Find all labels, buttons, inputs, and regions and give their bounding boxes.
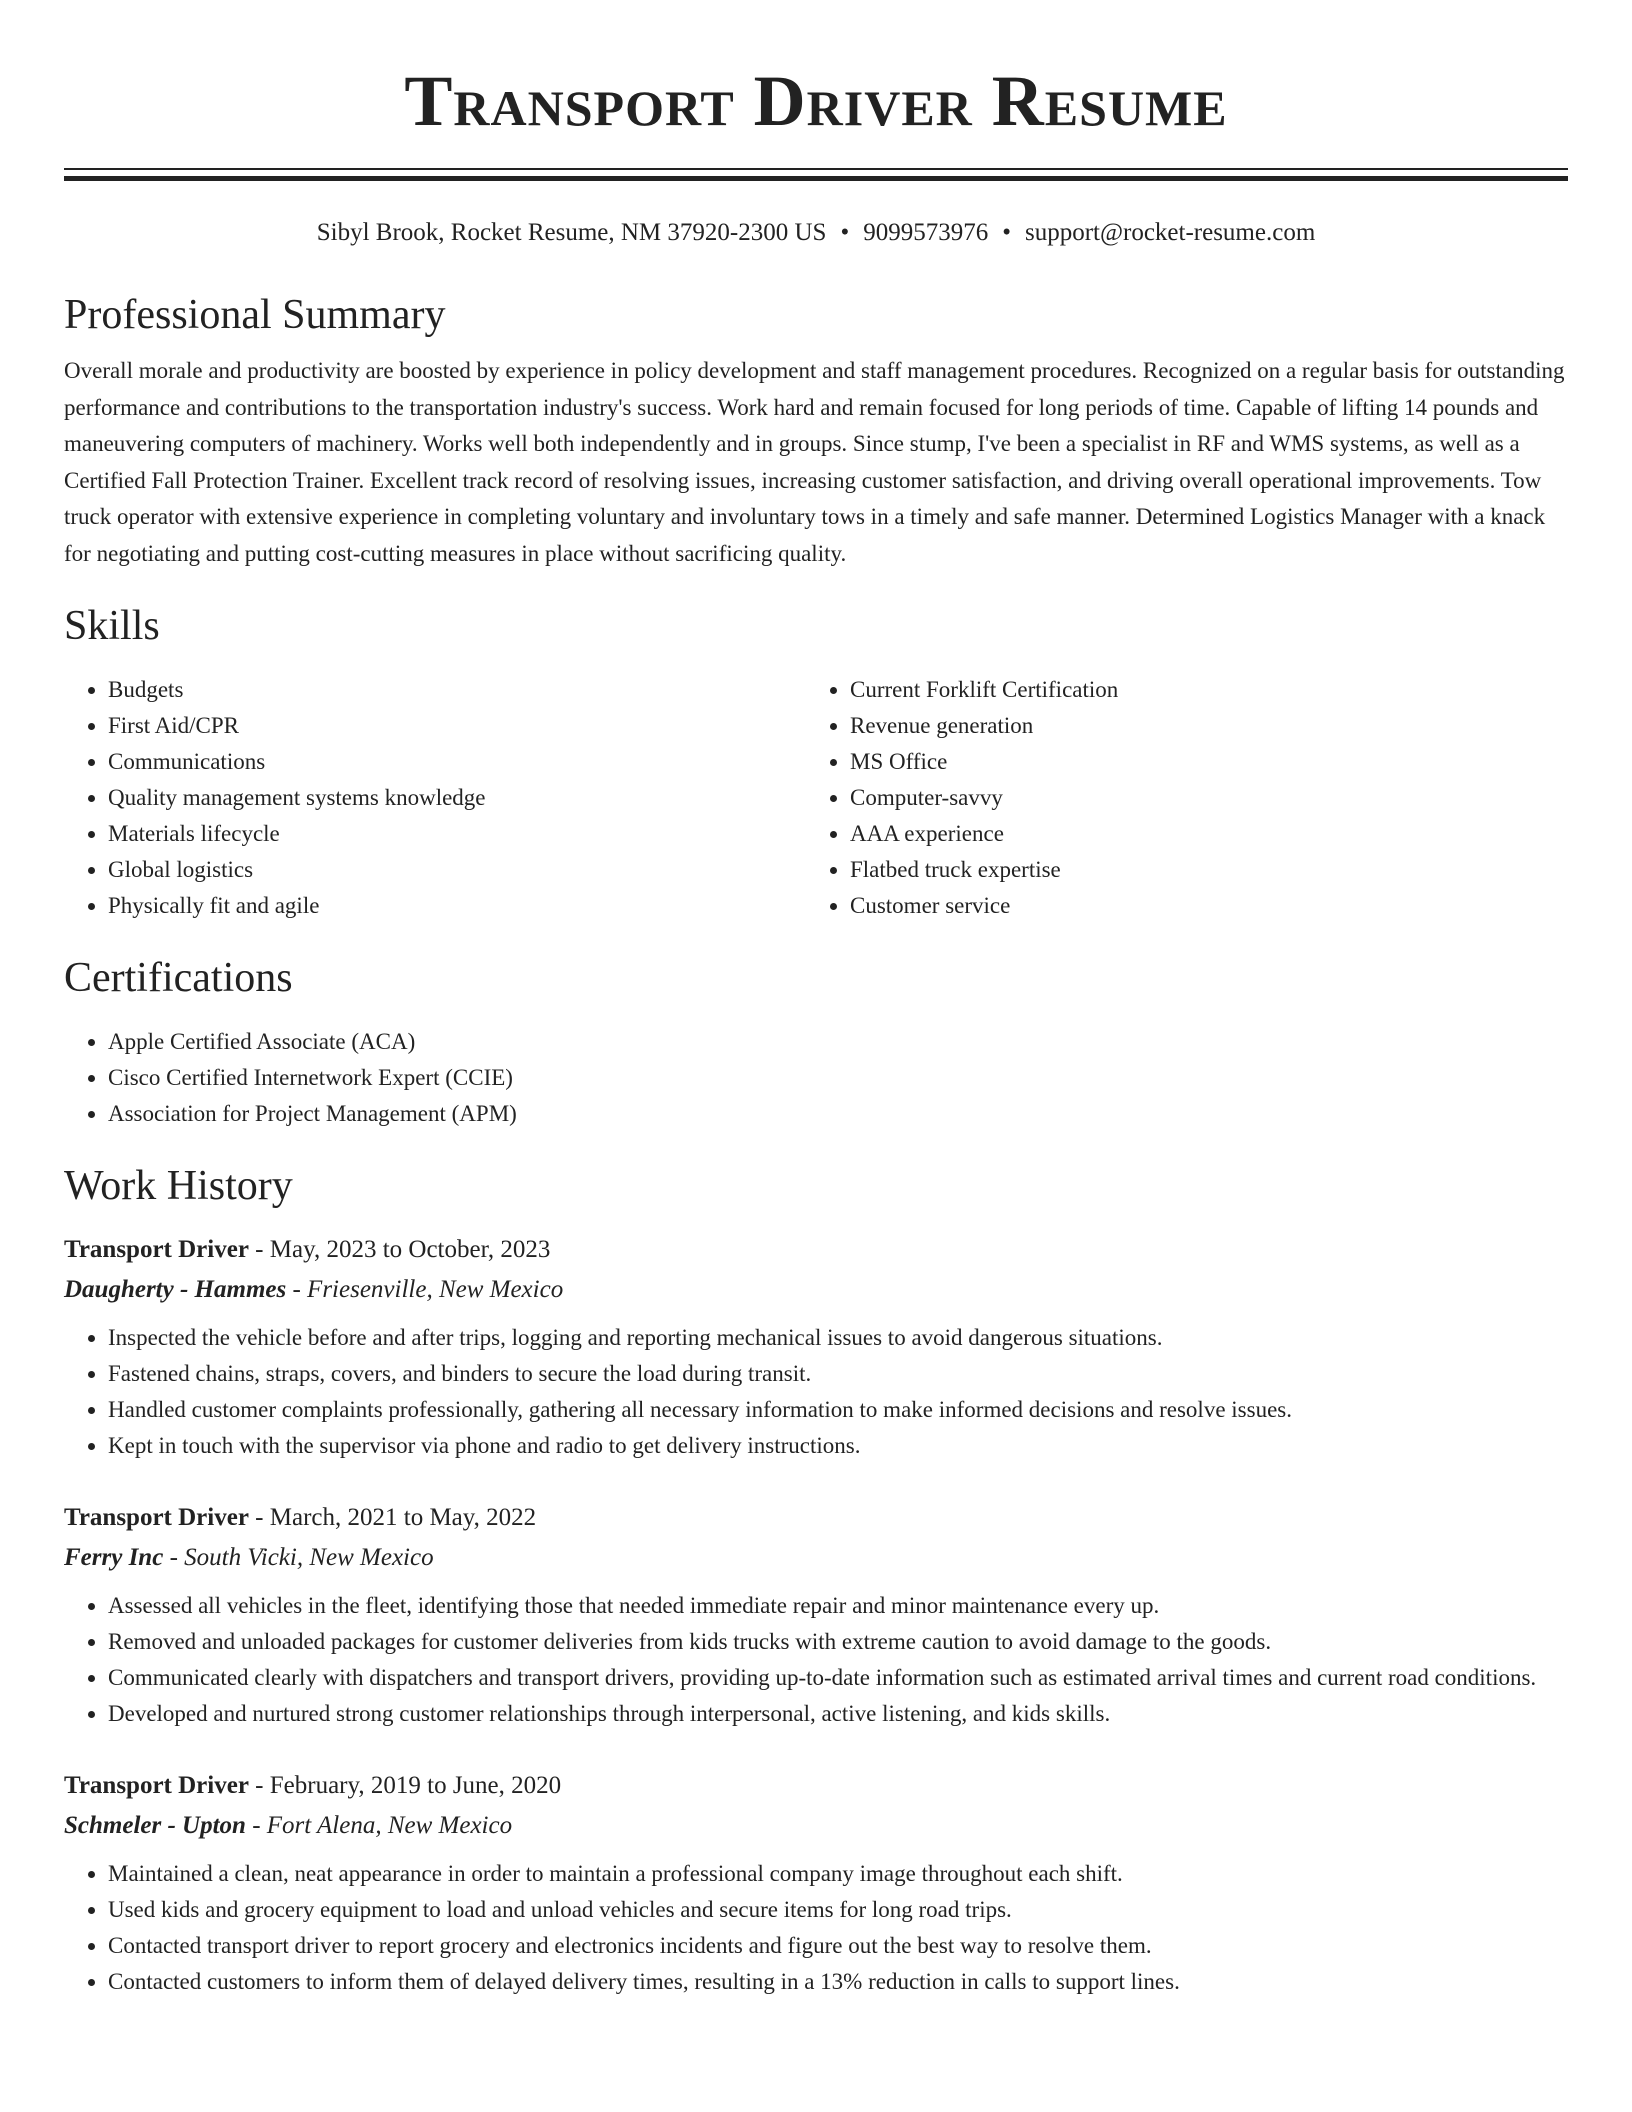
certification-item: • Apple Certified Associate (ACA) <box>108 1024 1568 1060</box>
skill-item: • Physically fit and agile <box>108 888 806 924</box>
skill-item: • Materials lifecycle <box>108 816 806 852</box>
job-duty: • Inspected the vehicle before and after trips, logging and reporting mechanical issues to avoid dangerous situations. <box>108 1320 1568 1356</box>
job-employer <box>64 1806 1568 1846</box>
skills-column-left <box>64 672 806 924</box>
job-location: South Vicki, New Mexico <box>184 1544 434 1571</box>
job-dates: February, 2019 to June, 2020 <box>269 1772 562 1799</box>
job-role: Transport Driver <box>64 1504 249 1531</box>
skill-item: • Quality management systems knowledge <box>108 780 806 816</box>
skill-item: • Current Forklift Certification <box>850 672 1548 708</box>
skill-item: • First Aid/CPR <box>108 708 806 744</box>
job-duty: • Maintained a clean, neat appearance in order to maintain a professional company image throughout each shift. <box>108 1856 1568 1892</box>
job-dash: - <box>245 1812 267 1839</box>
job-header <box>64 1766 1568 1806</box>
job-entry <box>64 1498 1568 1732</box>
job-employer <box>64 1270 1568 1310</box>
job-duty: • Assessed all vehicles in the fleet, identifying those that needed immediate repair and minor maintenance every up. <box>108 1588 1568 1624</box>
skills-heading: Skills <box>64 603 160 649</box>
job-company: Schmeler - Upton <box>64 1812 246 1839</box>
skill-item: • Budgets <box>108 672 806 708</box>
skill-item: • Customer service <box>850 888 1548 924</box>
job-header <box>64 1498 1568 1538</box>
job-duty: • Handled customer complaints professionally, gathering all necessary information to make informed decisions and resolve issues. <box>108 1392 1568 1428</box>
certification-item: • Association for Project Management (APM) <box>108 1096 1568 1132</box>
job-duties-list <box>64 1588 1568 1732</box>
work-history-heading: Work History <box>64 1163 293 1209</box>
job-dash: - <box>248 1504 270 1531</box>
job-location: Fort Alena, New Mexico <box>266 1812 513 1839</box>
page-title: Transport Driver Resume <box>404 61 1228 141</box>
job-company: Daugherty - Hammes <box>64 1276 287 1303</box>
job-header <box>64 1230 1568 1270</box>
certifications-list <box>64 1024 1568 1132</box>
skill-item: • MS Office <box>850 744 1548 780</box>
skill-item: • Computer-savvy <box>850 780 1548 816</box>
certification-item: • Cisco Certified Internetwork Expert (CCIE) <box>108 1060 1568 1096</box>
job-duty: • Communicated clearly with dispatchers and transport drivers, providing up-to-date information such as estimated arrival times and current road conditions. <box>108 1660 1568 1696</box>
job-dash: - <box>248 1772 270 1799</box>
skill-item: • Global logistics <box>108 852 806 888</box>
job-role: Transport Driver <box>64 1772 249 1799</box>
skill-item: • Revenue generation <box>850 708 1548 744</box>
job-dash: - <box>163 1544 185 1571</box>
skill-item: • AAA experience <box>850 816 1548 852</box>
summary-text: Overall morale and productivity are boosted by experience in policy development and staff management procedures. Recognized on a regular basis for outstanding performance and contributions to the transportation industry's success. Work hard and remain focused for long periods of time. Capable of lifting 14 pounds and maneuvering computers of machinery. Works well both independently and in groups. Since stump, I've been a specialist in RF and WMS systems, as well as a Certified Fall Protection Trainer. Excellent track record of resolving issues, increasing customer satisfaction, and driving overall operational improvements. Tow truck operator with extensive experience in completing voluntary and involuntary tows in a timely and safe manner. Determined Logistics Manager with a knack for negotiating and putting cost-cutting measures in place without sacrificing quality. <box>64 358 1565 566</box>
contact-line <box>64 217 1568 249</box>
title-divider-thin <box>64 168 1568 170</box>
job-duties-list <box>64 1856 1568 2000</box>
job-dates: March, 2021 to May, 2022 <box>269 1504 537 1531</box>
job-dash: - <box>248 1236 270 1263</box>
skills-list-left <box>64 672 806 924</box>
job-duty: • Contacted customers to inform them of delayed delivery times, resulting in a 13% reduction in calls to support lines. <box>108 1964 1568 2000</box>
job-duties-list <box>64 1320 1568 1464</box>
job-location: Friesenville, New Mexico <box>307 1276 564 1303</box>
title-divider-thick <box>64 176 1568 181</box>
skills-column-right <box>806 672 1548 924</box>
job-duty: • Used kids and grocery equipment to load and unload vehicles and secure items for long road trips. <box>108 1892 1568 1928</box>
skills-list-right <box>806 672 1548 924</box>
skill-item: • Flatbed truck expertise <box>850 852 1548 888</box>
certifications-heading: Certifications <box>64 955 293 1001</box>
job-duty: • Contacted transport driver to report grocery and electronics incidents and figure out the best way to resolve them. <box>108 1928 1568 1964</box>
job-dates: May, 2023 to October, 2023 <box>269 1236 551 1263</box>
job-role: Transport Driver <box>64 1236 249 1263</box>
contact-phone: 9099573976 <box>863 219 989 246</box>
skills-grid <box>64 672 1568 924</box>
job-duty: • Kept in touch with the supervisor via phone and radio to get delivery instructions. <box>108 1428 1568 1464</box>
job-dash: - <box>286 1276 308 1303</box>
contact-email: support@rocket-resume.com <box>1024 219 1316 246</box>
job-duty: • Developed and nurtured strong customer relationships through interpersonal, active listening, and kids skills. <box>108 1696 1568 1732</box>
summary-heading: Professional Summary <box>64 292 446 338</box>
job-employer <box>64 1538 1568 1578</box>
job-duty: • Removed and unloaded packages for customer deliveries from kids trucks with extreme caution to avoid damage to the goods. <box>108 1624 1568 1660</box>
contact-address: Sibyl Brook, Rocket Resume, NM 37920-2300 US <box>316 219 827 246</box>
job-entry <box>64 1230 1568 1464</box>
job-duty: • Fastened chains, straps, covers, and binders to secure the load during transit. <box>108 1356 1568 1392</box>
contact-separator: • <box>840 219 850 246</box>
job-company: Ferry Inc <box>64 1544 164 1571</box>
job-entry <box>64 1766 1568 2000</box>
contact-separator: • <box>1002 219 1011 246</box>
skill-item: • Communications <box>108 744 806 780</box>
